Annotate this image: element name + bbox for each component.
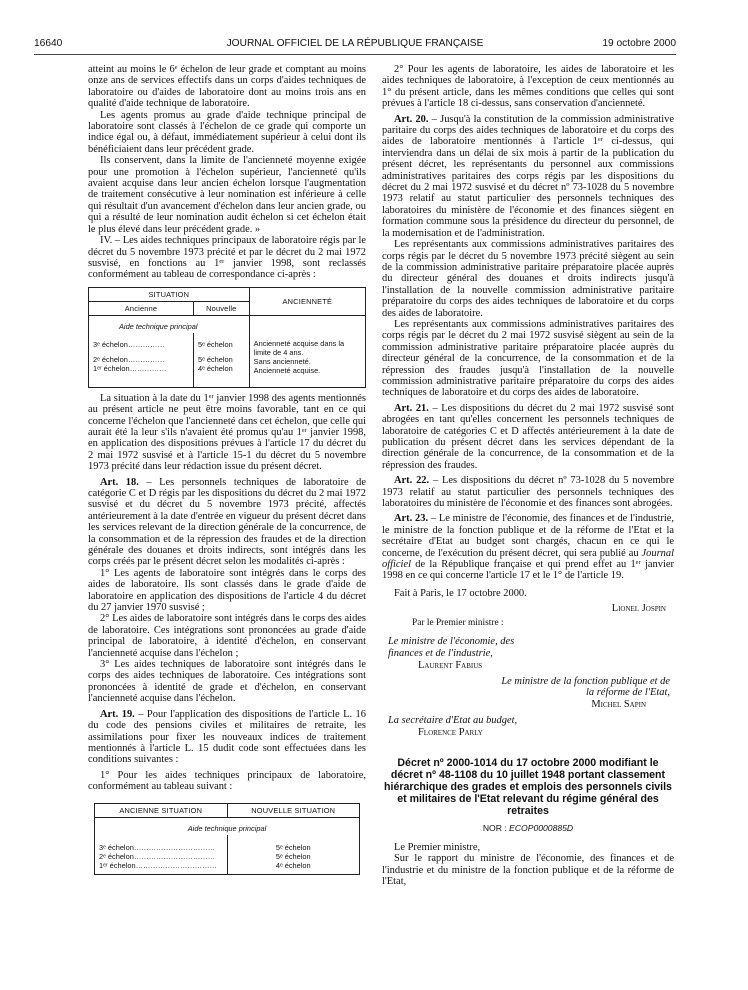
new-grade: 5ᵉ échelon: [275, 842, 311, 852]
paragraph: 2° Pour les agents de laboratoire, les aides de laboratoire et les aides techniques de laboratoire, à l'exception de ceux mentionnés au 1° du présent article, dans les mêmes conditions que celles qui sont prévues à l'article 18 ci-dessus, sans conservation d'ancienneté.: [382, 64, 674, 110]
paragraph: Ils conservent, dans la limite de l'ancienneté moyenne exigée pour une promotion à l'échelon supérieur, l'ancienneté qu'ils avaient acquise dans leur ancien échelon lorsque l'augmentation de traitement consécutive à leur nomination est inférieure à celle qui résultait d'un avancement d'échelon dans leur ancien grade, ou qui a résulté de leur nomination audit échelon si cet échelon était le plus élevé dans leur précédent grade. »: [88, 155, 366, 235]
signed-date: Fait à Paris, le 17 octobre 2000.: [394, 587, 527, 599]
page-number: 16640: [34, 38, 63, 49]
journal-title: JOURNAL OFFICIEL DE LA RÉPUBLIQUE FRANÇAISE: [226, 38, 484, 49]
table-header-situation: SITUATION: [89, 287, 250, 301]
table-cell: 3ᵉ échelon…………… 2ᵉ échelon…………… 1ᵉʳ échelon……………: [89, 333, 194, 377]
assimilation-table: [94, 803, 360, 875]
old-grade: 1ᵉʳ échelon: [93, 364, 130, 374]
new-grade: 5ᵉ échelon: [197, 340, 233, 350]
article-18: Art. 18. – Les personnels techniques de laboratoire de catégorie C et D régis par les dispositions du décret du 2 mai 1972 susvisé et du décret du 5 novembre 1973 précité, affectés antérieurement à la date d'entrée en vigueur du présent décret dans les services relevant de la direction générale de la concurrence, de la consommation et de la répression des fraudes et de la direction générale des douanes et droits indirects, sont intégrés dans les corps créés par le présent décret selon les modalités ci-après :: [88, 476, 366, 568]
prime-minister-by: Par le Premier ministre :: [412, 618, 504, 629]
table-cell: [249, 333, 365, 377]
paragraph: Les agents promus au grade d'aide technique principal de laboratoire sont classés à l'échelon de ce grade qui comporte un indice égal ou, à défaut, immédiatement supérieur à celui dont ils bénéficiaient dans leur précédent grade.: [88, 109, 366, 155]
left-column: [88, 64, 366, 875]
article-23: Art. 23. – Le ministre de l'économie, des finances et de l'industrie, le ministre de la fonction publique et de la réforme de l'Etat et la secrétaire d'Etat au budget sont chargés, chacun en ce qui le concerne, de l'exécution du présent décret, qui sera publié au Journal officiel de la République française et qui prend effet au 1ᵉʳ janvier 1998 en ce qui concerne l'article 17 et le 1° de l'article 19.: [382, 513, 674, 582]
article-label: Art. 23.: [394, 513, 429, 525]
issue-date: 19 octobre 2000: [602, 38, 676, 49]
secretary-title: La secrétaire d'Etat au budget,: [388, 715, 518, 727]
seniority-rule: Sans ancienneté.: [253, 356, 311, 366]
table-header-new: Nouvelle: [193, 301, 249, 315]
header-rule: [34, 54, 676, 55]
article-21: Art. 21. – Les dispositions du décret du 2 mai 1972 susvisé sont abrogées en tant qu'elles concernent les personnels techniques de laboratoire de catégories C et D affectés antérieurement à la date de publication du présent décret dans les services dépendant de la direction générale de la concurrence, de la consommation et de la répression des fraudes.: [382, 402, 674, 471]
article-label: Art. 20.: [394, 113, 429, 125]
nor-reference: NOR : ECOP0000885D: [482, 822, 574, 833]
article-19: Art. 19. – Pour l'application des dispositions de l'article L. 16 du code des pensions civiles et militaires de retraite, les assimilations pour fixer les nouveaux indices de traitement mentionnés à l'article L. 15 dudit code sont effectuées dans les conditions suivantes :: [88, 708, 366, 766]
secretary-name: Florence Parly: [418, 726, 483, 738]
paragraph: Sur le rapport du ministre de l'économie, des finances et de l'industrie et du ministre de la fonction publique et de la réforme de l'Etat,: [382, 853, 674, 888]
paragraph: IV. – Les aides techniques principaux de laboratoire régis par le décret du 5 novembre 1973 précité et par le décret du 2 mai 1972 susvisé, en fonctions au 1ᵉʳ janvier 1998, sont reclassés conformément au tableau de correspondance ci-après :: [88, 235, 366, 281]
new-grade: 5ᵉ échelon: [275, 851, 311, 861]
paragraph: Les représentants aux commissions administratives paritaires des corps régis par le décret du 5 novembre 1973 précité siègent au sein de la commission administrative paritaire préparatoire placée auprès du directeur général des douanes et droits indirects jusqu'à l'installation de la nouvelle commission administrative paritaire préparatoire du corps des aides techniques de laboratoire et du corps des aides de laboratoire.: [382, 239, 674, 319]
paragraph: Le Premier ministre,: [394, 842, 481, 854]
old-grade: 3ᵉ échelon: [99, 842, 134, 852]
article-label: Art. 18.: [100, 476, 139, 488]
signature-block: [382, 588, 674, 739]
paragraph: atteint au moins le 6ᵉ échelon de leur grade et comptant au moins onze ans de services effectifs dans un corps d'aides techniques de laboratoire ou d'aides de laboratoire dont au moins trois ans en qualité d'aide technique de laboratoire.: [88, 64, 366, 110]
article-label: Art. 19.: [100, 708, 135, 720]
new-grade: 5ᵉ échelon: [197, 355, 233, 365]
old-grade: 1ᵉʳ échelon: [99, 860, 136, 870]
article-label: Art. 21.: [394, 402, 429, 414]
correspondence-table: [88, 287, 366, 388]
old-grade: 3ᵉ échelon: [93, 340, 128, 350]
table-header-new-situation: NOUVELLE SITUATION: [227, 803, 360, 817]
paragraph: 3° Les aides techniques de laboratoire sont intégrés dans le corps des aides techniques de laboratoire. Ces intégrations sont prononcées à identité de grade et d'échelon, en conservant l'ancienneté acquise dans l'échelon.: [88, 659, 366, 705]
paragraph: 1° Les agents de laboratoire sont intégrés dans le corps des aides de laboratoire. Ils sont classés dans le grade d'aide de laboratoire en application des dispositions de l'article 4 du décret du 27 janvier 1970 susvisé ;: [88, 567, 366, 614]
table-cell: 3ᵉ échelon…………………………… 2ᵉ échelon…………………………… 1ᵉʳ échelon……………………………: [95, 835, 228, 875]
article-22: Art. 22. – Les dispositions du décret nº 73-1028 du 5 novembre 1973 relatif au statut particulier des personnels techniques des laboratoires du ministère de l'économie et des finances sont abrogées.: [382, 475, 674, 510]
minister-title: Le ministre de la fonction publique et de la réforme de l'Etat,: [501, 675, 670, 699]
table-header-old: Ancienne: [89, 301, 194, 315]
table-category: Aide technique principal: [95, 817, 360, 835]
table-cell: [227, 835, 360, 875]
paragraph: 2° Les aides de laboratoire sont intégrés dans le corps des aides de laboratoire. Ces intégrations sont prononcées au grade d'aide principal de laboratoire, à identité d'échelon, en conservant l'ancienneté acquise dans l'échelon ;: [88, 613, 366, 659]
right-column: [382, 64, 674, 888]
table-header-old-situation: ANCIENNE SITUATION: [95, 803, 228, 817]
minister-title: Le ministre de l'économie, des finances et de l'industrie,: [388, 636, 515, 660]
table-category: Aide technique principal: [89, 315, 250, 333]
nor-code: ECOP0000885D: [509, 822, 574, 833]
new-grade: 4ᵉ échelon: [275, 860, 311, 870]
old-grade: 2ᵉ échelon: [93, 355, 128, 365]
decree-title: Décret nº 2000-1014 du 17 octobre 2000 modifiant le décret nº 48-1108 du 10 juillet 1948 portant classement hiérarchique des grades et emplois des personnels civils et militaires de l'Etat relevant du régime général des retraites: [384, 756, 672, 817]
paragraph: 1° Pour les aides techniques principaux de laboratoire, conformément au tableau suivant :: [88, 769, 366, 793]
page-header: [34, 38, 676, 52]
old-grade: 2ᵉ échelon: [99, 851, 134, 861]
article-label: Art. 22.: [394, 475, 430, 487]
new-grade: 4ᵉ échelon: [197, 364, 233, 374]
paragraph: La situation à la date du 1ᵉʳ janvier 1998 des agents mentionnés au présent article ne peut être moins favorable, tant en ce qui concerne l'échelon que l'ancienneté dans cet échelon, que celle qui aurait été la leur s'ils n'avaient été promus qu'au 1ᵉʳ janvier 1998, en application des dispositions prévues à l'article 17 du décret du 2 mai 1972 susvisé et à l'article 15-1 du décret du 5 novembre 1973 précité dans leur rédaction issue du présent décret.: [88, 392, 366, 473]
prime-minister-name: Lionel Jospin: [611, 602, 666, 614]
table-cell: [249, 315, 365, 333]
table-cell: [193, 333, 249, 377]
minister-name: Laurent Fabius: [418, 659, 483, 671]
table-header-seniority: ANCIENNETÉ: [249, 287, 365, 315]
paragraph: Les représentants aux commissions administratives paritaires des corps régis par le décret du 2 mai 1972 susvisé siègent au sein de la commission administrative paritaire préparatoire placée auprès du directeur général de la concurrence, de la consommation et de la répression des fraudes jusqu'à l'installation de la nouvelle commission administrative paritaire préparatoire du corps des aides techniques de laboratoire et du corps des aides de laboratoire.: [382, 318, 674, 399]
article-20: Art. 20. – Jusqu'à la constitution de la commission administrative paritaire du corps des aides techniques de laboratoire et du corps des aides de laboratoire mentionnés à l'article 1ᵉʳ ci-dessus, qui interviendra dans un délai de six mois à partir de la publication du présent décret, les représentants du personnel aux commissions administratives paritaires des corps régis par les dispositions du décret du 2 mai 1972 susvisé et du décret nº 73-1028 du 5 novembre 1973 relatif au statut particulier des personnels techniques des laboratoires du ministère de l'économie et des finances siègent en formation commune sous la présidence du directeur du personnel, de la modernisation et de l'administration.: [382, 113, 674, 239]
seniority-rule: Ancienneté acquise.: [253, 365, 321, 375]
seniority-rule: Ancienneté acquise dans la limite de 4 ans.: [253, 338, 345, 357]
minister-name: Michel Sapin: [591, 699, 646, 711]
